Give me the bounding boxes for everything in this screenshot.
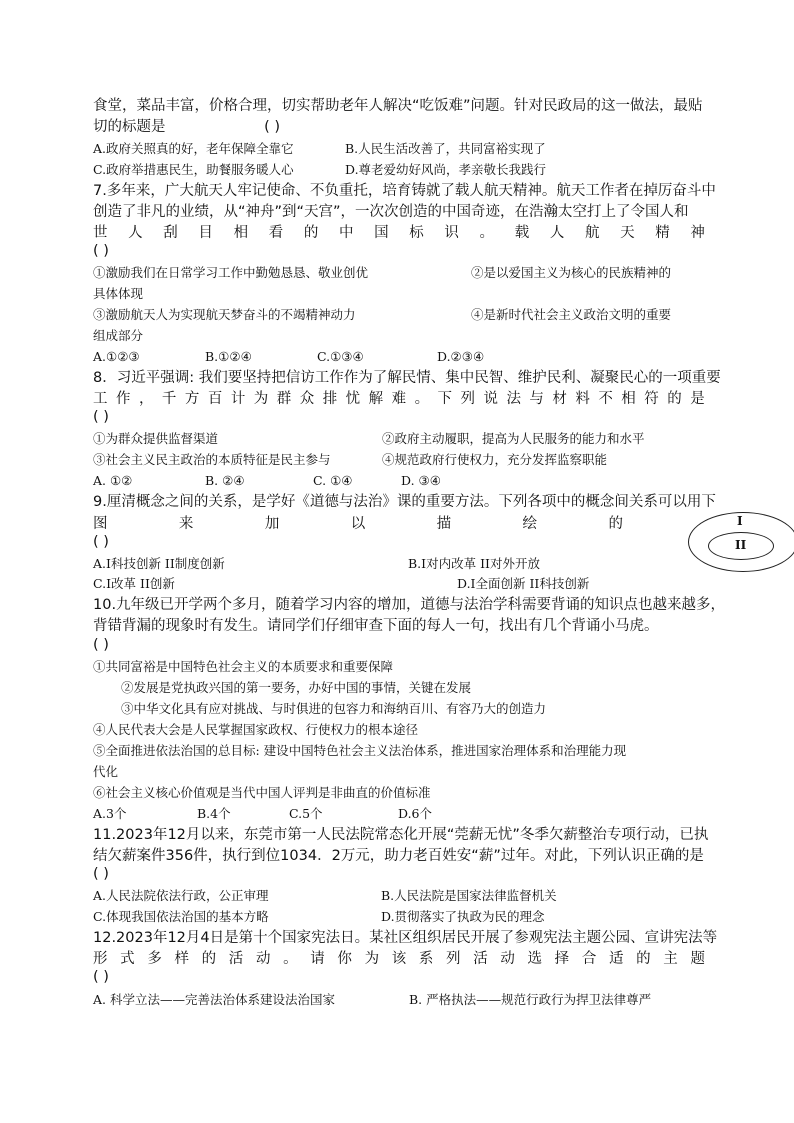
q9-word: 绘	[522, 516, 538, 532]
q9-word: 以	[350, 516, 366, 532]
q11-option-d: D.贯彻落实了执政为民的理念	[381, 909, 545, 924]
q12-answer-paren: ( )	[93, 969, 109, 985]
q12-word: 题	[690, 951, 705, 967]
q9-word: 来	[178, 516, 194, 532]
q12-option-b: B. 严格执法——规范行政行为捍卫法律尊严	[409, 992, 652, 1007]
q12-word: 适	[608, 951, 624, 967]
q7-word: 目	[198, 225, 213, 241]
q8-word: 列	[460, 391, 475, 407]
q7-option-b: B.①②④	[205, 349, 252, 364]
q7-item-1: ①激励我们在日常学习工作中勤勉恳恳、敬业创优	[93, 265, 369, 280]
q8-item-2: ②政府主动履职，提高为人民服务的能力和水平	[382, 431, 645, 446]
q12-word: 。	[283, 951, 298, 967]
q9-answer-paren: ( )	[93, 534, 109, 550]
q7-word: 人	[128, 225, 143, 241]
q9-option-d: D.Ⅰ全面创新 ⅠⅠ科技创新	[457, 576, 590, 591]
q11-option-c: C.体现我国依法治国的基本方略	[93, 909, 269, 924]
q8-word: 解	[368, 391, 384, 407]
q8-word: 是	[690, 391, 705, 407]
q12-word: 活	[228, 951, 244, 967]
q12-word: 该	[391, 951, 407, 967]
q12-word: 你	[337, 951, 352, 967]
q8-item-4: ④规范政府行使权力，充分发挥监察职能	[382, 452, 608, 467]
q7-word: 人	[549, 225, 565, 241]
q8-word: 忧	[345, 391, 361, 407]
q7-item-4: ④是新时代社会主义政治文明的重要	[471, 307, 672, 322]
q8-word: 方	[184, 391, 200, 407]
q10-stem-line1: 10.九年级已开学两个多月，随着学习内容的增加，道德与法治学科需要背诵的知识点也越来越多，	[93, 597, 726, 613]
q8-stem-line1: 8．习近平强调: 我们要坚持把信访工作作为了解民情、集中民智、维护民利、凝聚民心的一项重要	[93, 370, 721, 386]
q8-word: 符	[644, 391, 659, 407]
q8-item-3: ③社会主义民主政治的本质特征是民主参与	[93, 452, 331, 467]
q6-option-d: D.尊老爱幼好风尚，孝亲敬长我践行	[345, 162, 547, 177]
q7-option-d: D.②③④	[437, 349, 485, 364]
q10-answer-paren: ( )	[93, 637, 109, 653]
q12-word: 择	[554, 951, 570, 967]
q7-word: 刮	[163, 225, 178, 241]
q12-word: 主	[663, 951, 678, 967]
concept-diagram-outer-label: I	[737, 514, 743, 528]
q7-option-c: C.①③④	[317, 349, 364, 364]
q7-word: 标	[409, 225, 424, 241]
q12-word: 的	[201, 951, 217, 967]
q8-word: 不	[598, 391, 613, 407]
q8-word: 工	[93, 391, 108, 407]
q12-word: 动	[255, 951, 271, 967]
q7-option-a: A.①②③	[93, 349, 140, 364]
q6-stem-line1: 食堂，菜品丰富，价格合理，切实帮助老年人解决“吃饭难”问题。针对民政局的这一做法，最贴	[93, 98, 703, 114]
q6-option-c: C.政府举措惠民生，助餐服务暖人心	[93, 162, 294, 177]
q9-stem-line2	[93, 514, 623, 534]
q7-item-4-cont: 组成部分	[93, 328, 144, 343]
q7-word: 载	[514, 225, 530, 241]
q8-word: ，	[138, 391, 154, 407]
q12-word: 为	[364, 951, 380, 967]
q7-word: 看	[268, 225, 284, 241]
q8-word: 料	[575, 391, 590, 407]
q10-item-3: ③中华文化具有应对挑战、与时俱进的包容力和海纳百川、有容乃大的创造力	[121, 701, 547, 716]
q7-item-2-cont: 具体体现	[93, 286, 144, 301]
q9-word: 加	[264, 516, 280, 532]
q9-option-b: B.Ⅰ对内改革 ⅠⅠ对外开放	[408, 556, 540, 571]
q12-word: 形	[93, 951, 108, 967]
q7-stem-line3	[93, 223, 705, 243]
q6-stem-line2	[93, 117, 280, 137]
q7-word: 航	[584, 225, 600, 241]
q8-option-b: B. ②④	[205, 473, 245, 488]
q11-stem-line2: 结欠薪案件356件，执行到位1034．2万元，助力老百姓安“薪”过年。对此，下列认识正确的是	[93, 848, 704, 864]
q12-word: 多	[147, 951, 162, 967]
q8-word: 排	[322, 391, 338, 407]
q8-word: 法	[506, 391, 521, 407]
q8-answer-paren: ( )	[93, 409, 109, 425]
q10-item-4: ④人民代表大会是人民掌握国家政权、行使权力的根本途径	[93, 722, 419, 737]
q7-word: 的	[303, 225, 319, 241]
q7-word: 中	[338, 225, 354, 241]
q7-word: 相	[233, 225, 249, 241]
q12-word: 选	[527, 951, 542, 967]
q10-option-a: A.3个	[93, 806, 127, 821]
q11-option-b: B.人民法院是国家法律监督机关	[381, 888, 557, 903]
q8-item-1: ①为群众提供监督渠道	[93, 431, 219, 446]
q12-word: 请	[310, 951, 325, 967]
q7-item-2: ②是以爱国主义为核心的民族精神的	[471, 265, 672, 280]
q10-item-5: ⑤全面推进依法治国的总目标: 建设中国特色社会主义法治体系，推进国家治理体系和治理能力现	[93, 743, 627, 758]
q7-stem-line2: 创造了非凡的业绩，从“神舟”到“天宫”，一次次创造的中国奇迹，在浩瀚太空打上了令国人和	[93, 204, 689, 220]
q7-word: 天	[620, 225, 635, 241]
concept-diagram-inner-label: II	[735, 538, 747, 552]
q10-item-5-cont: 代化	[93, 764, 119, 779]
q6-answer-paren: ( )	[264, 119, 281, 135]
q8-word: 百	[207, 391, 223, 407]
q10-stem-line2: 背错背漏的现象时有发生。请同学们仔细审查下面的每人一句，找出有几个背诵小马虎。	[93, 618, 659, 634]
q12-word: 系	[418, 951, 434, 967]
q7-answer-paren: ( )	[93, 243, 109, 259]
q10-option-c: C.5个	[289, 806, 323, 821]
q12-word: 合	[581, 951, 597, 967]
q9-word: 的	[608, 516, 623, 532]
q8-word: 与	[529, 391, 544, 407]
q7-item-3: ③激励航天人为实现航天梦奋斗的不竭精神动力	[93, 307, 356, 322]
q7-word: 精	[655, 225, 670, 241]
q8-option-a: A. ①②	[93, 473, 133, 488]
q8-word: 下	[437, 391, 453, 407]
q12-word: 活	[473, 951, 488, 967]
q9-stem-line1: 9.厘清概念之间的关系，是学好《道德与法治》课的重要方法。下列各项中的概念间关系可以用下	[93, 494, 716, 510]
q12-word: 动	[500, 951, 515, 967]
q12-stem-line2	[93, 949, 705, 969]
q12-word: 的	[636, 951, 651, 967]
q11-option-a: A.人民法院依法行政，公正审理	[93, 888, 269, 903]
q10-item-6: ⑥社会主义核心价值观是当代中国人评判是非曲直的价值标准	[93, 785, 431, 800]
q8-stem-line2	[93, 389, 705, 409]
q10-option-d: D.6个	[398, 806, 433, 821]
q12-stem-line1: 12.2023年12月4日是第十个国家宪法日。某社区组织居民开展了参观宪法主题公园、宣讲宪法等	[93, 930, 718, 946]
q6-stem-text: 切的标题是	[93, 119, 166, 135]
q8-word: 千	[161, 391, 177, 407]
q12-word: 列	[446, 951, 461, 967]
q12-word: 式	[120, 951, 135, 967]
q8-word: 相	[621, 391, 636, 407]
q8-option-c: C. ①④	[313, 473, 353, 488]
q11-stem-line1: 11.2023年12月以来，东莞市第一人民法院常态化开展“莞薪无忧”冬季欠薪整治专项行动，已执	[93, 827, 709, 843]
q10-option-b: B.4个	[197, 806, 231, 821]
q8-word: 群	[276, 391, 292, 407]
q7-word: 。	[479, 225, 495, 241]
q8-word: 材	[552, 391, 567, 407]
q10-item-2: ②发展是党执政兴国的第一要务，办好中国的事情，关键在发展	[121, 680, 472, 695]
q11-answer-paren: ( )	[93, 866, 109, 882]
q7-word: 国	[374, 225, 389, 241]
q7-stem-line1: 7.多年来，广大航天人牢记使命、不负重托，培育铸就了载人航天精神。航天工作者在掉厉奋斗中	[93, 183, 716, 199]
q6-option-a: A.政府关照真的好，老年保障全靠它	[93, 141, 294, 156]
q12-word: 样	[174, 951, 189, 967]
q7-word: 神	[690, 225, 705, 241]
q9-word: 图	[93, 516, 108, 532]
q8-word: 众	[299, 391, 315, 407]
q8-word: 。	[414, 391, 430, 407]
q9-word: 描	[436, 516, 452, 532]
q10-item-1: ①共同富裕是中国特色社会主义的本质要求和重要保障	[93, 659, 394, 674]
q9-option-c: C.Ⅰ改革 ⅠⅠ创新	[93, 576, 175, 591]
q6-option-b: B.人民生活改善了，共同富裕实现了	[345, 141, 546, 156]
q8-word: 作	[115, 391, 131, 407]
q8-word: 计	[230, 391, 246, 407]
q8-word: 难	[391, 391, 407, 407]
q7-word: 世	[93, 225, 108, 241]
q8-word: 的	[667, 391, 682, 407]
q7-word: 识	[444, 225, 459, 241]
q12-option-a: A. 科学立法——完善法治体系建设法治国家	[93, 992, 335, 1007]
q8-word: 为	[253, 391, 269, 407]
q8-option-d: D. ③④	[401, 473, 441, 488]
q8-word: 说	[483, 391, 498, 407]
q9-option-a: A.Ⅰ科技创新 ⅠⅠ制度创新	[93, 556, 225, 571]
